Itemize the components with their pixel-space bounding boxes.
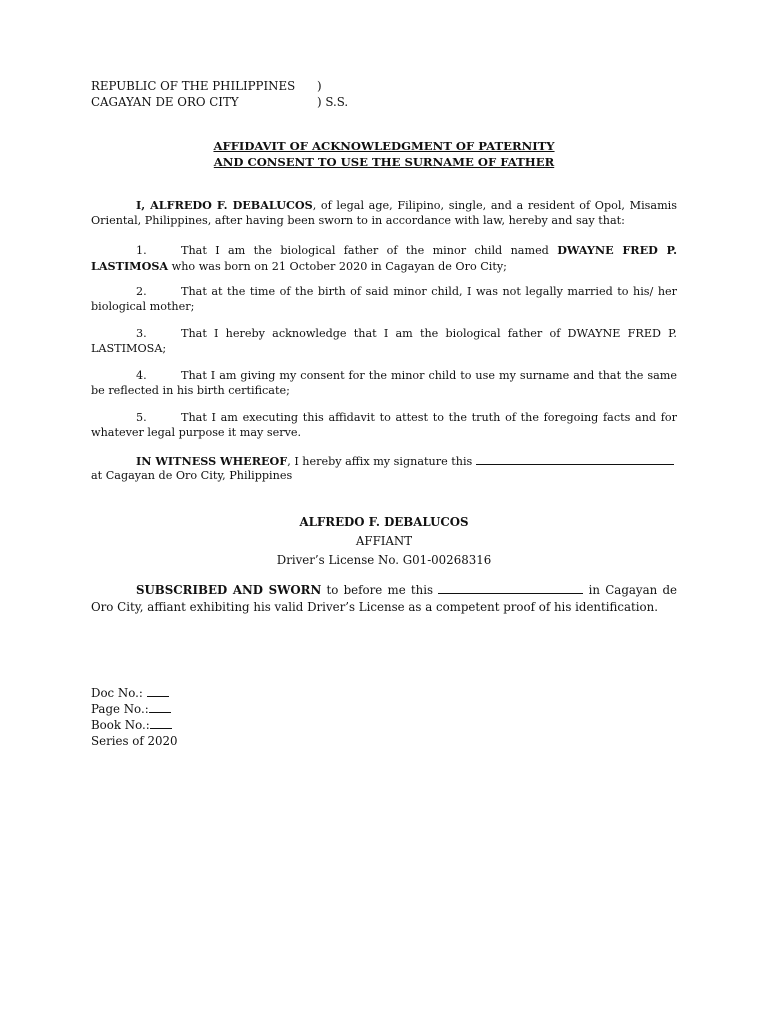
page-no-label: Page No.: <box>91 702 149 716</box>
witness-text: , I hereby affix my signature this <box>287 455 476 468</box>
item-text: who was born on 21 October 2020 in Cagayan de Oro City; <box>168 259 507 273</box>
item-number: 5. <box>136 411 147 424</box>
document-title <box>91 139 677 170</box>
item-text: That I am the biological father of the minor child named <box>181 244 558 257</box>
item-number: 2. <box>136 285 147 298</box>
item-text: That I am giving my consent for the minor child to use my surname and that the same be reflected in his birth certificate; <box>91 369 677 397</box>
title-line-2: AND CONSENT TO USE THE SURNAME OF FATHER <box>213 154 555 169</box>
venue-republic: REPUBLIC OF THE PHILIPPINES <box>91 79 296 93</box>
child-name: DWAYNE FRED P. LASTIMOSA <box>91 243 677 273</box>
item-number: 1. <box>136 244 147 257</box>
item-text: That I hereby acknowledge that I am the biological father of DWAYNE FRED P. LASTIMOSA; <box>91 327 677 355</box>
venue-block <box>91 79 348 110</box>
venue-paren: ) <box>317 79 322 93</box>
item-number: 4. <box>136 369 147 382</box>
doc-no-label: Doc No.: <box>91 686 143 700</box>
signature-block <box>91 513 677 570</box>
item-text: That at the time of the birth of said minor child, I was not legally married to his/ her biological mother; <box>91 285 677 313</box>
affiant-name: ALFREDO F. DEBALUCOS <box>299 515 469 529</box>
witness-location: at Cagayan de Oro City, Philippines <box>91 469 293 482</box>
date-blank <box>476 454 674 465</box>
item-4 <box>91 369 677 398</box>
item-2 <box>91 285 677 314</box>
affiant-label: AFFIANT <box>355 534 413 548</box>
jurat-paragraph <box>91 582 677 615</box>
item-number: 3. <box>136 327 147 340</box>
witness-heading: IN WITNESS WHEREOF <box>136 454 288 468</box>
page-no-blank <box>149 702 171 713</box>
venue-ss: ) S.S. <box>317 94 349 109</box>
title-line-1: AFFIDAVIT OF ACKNOWLEDGMENT OF PATERNITY <box>213 139 555 153</box>
affiant-intro-name: I, ALFREDO F. DEBALUCOS <box>136 198 313 212</box>
item-5 <box>91 411 677 440</box>
jurat-date-blank <box>438 583 583 594</box>
series-label: Series of 2020 <box>91 734 178 748</box>
notarial-register <box>91 685 178 749</box>
venue-city: CAGAYAN DE ORO CITY <box>91 94 239 109</box>
item-1 <box>91 243 677 274</box>
jurat-text-2: in Cagayan de Oro City, affiant exhibiting his valid Driver’s License as a competent proof of his identification. <box>91 583 678 614</box>
intro-text: , of legal age, Filipino, single, and a resident of Opol, Misamis Oriental, Philippines, after having been sworn to in accordance with law, hereby and say that: <box>91 199 678 227</box>
book-no-blank <box>150 718 172 729</box>
witness-paragraph <box>91 454 677 470</box>
jurat-heading: SUBSCRIBED AND SWORN <box>136 583 322 597</box>
book-no-label: Book No.: <box>91 718 150 732</box>
doc-no-blank <box>147 686 169 697</box>
license-number: Driver’s License No. G01-00268316 <box>276 553 492 567</box>
item-3 <box>91 327 677 356</box>
jurat-text: to before me this <box>321 583 439 597</box>
item-text: That I am executing this affidavit to attest to the truth of the foregoing facts and for whatever legal purpose it may serve. <box>91 411 677 439</box>
intro-paragraph <box>91 198 677 228</box>
